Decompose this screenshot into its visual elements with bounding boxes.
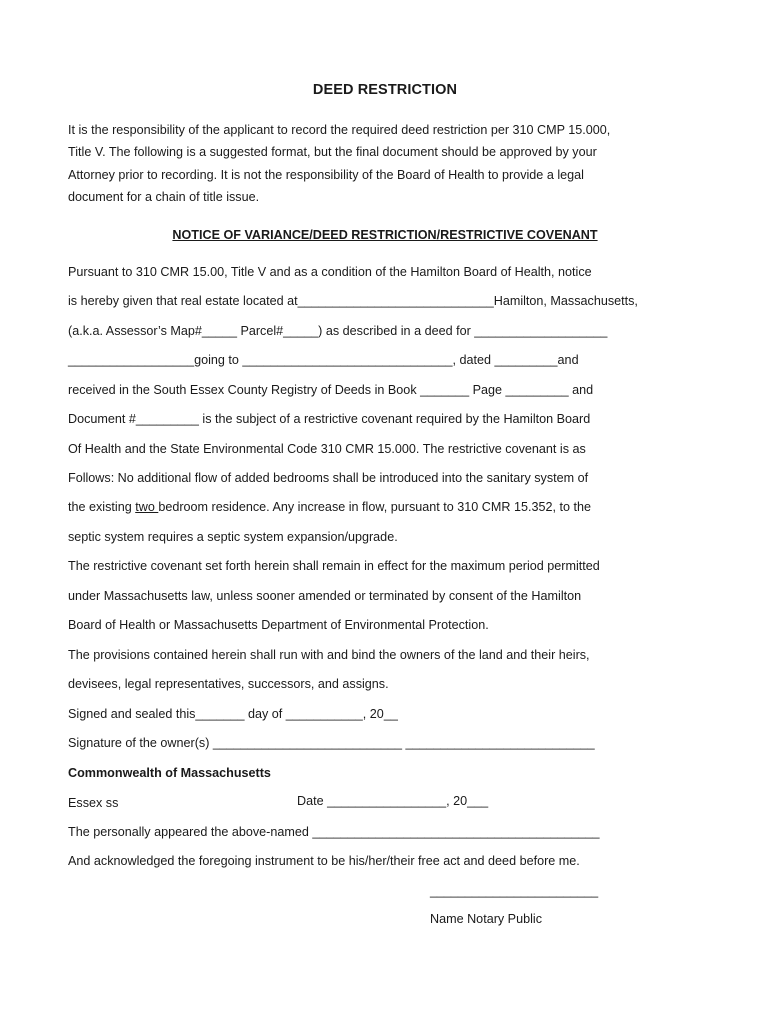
body-line: Follows: No additional flow of added bedrooms shall be introduced into the sanitary system of (68, 471, 589, 485)
body-line: is hereby given that real estate located at____________________________Hamilton, Massachusetts, (68, 294, 638, 308)
body-line: Of Health and the State Environmental Code 310 CMR 15.000. The restrictive covenant is as (68, 442, 586, 456)
intro-line: Title V. The following is a suggested format, but the final document should be approved by your (68, 145, 597, 160)
body-line (68, 498, 591, 516)
signed-sealed-line: Signed and sealed this_______ day of ___________, 20__ (68, 707, 398, 721)
body-text: bedroom residence. Any increase in flow, pursuant to 310 CMR 15.352, to the (158, 500, 591, 514)
body-line: Board of Health or Massachusetts Department of Environmental Protection. (68, 618, 489, 632)
personally-appeared-line: The personally appeared the above-named _________________________________________ (68, 825, 600, 839)
commonwealth-heading: Commonwealth of Massachusetts (68, 766, 271, 780)
body-line: The provisions contained herein shall run with and bind the owners of the land and their heirs, (68, 648, 590, 662)
intro-line: document for a chain of title issue. (68, 190, 260, 205)
body-line: septic system requires a septic system expansion/upgrade. (68, 530, 398, 544)
acknowledged-line: And acknowledged the foregoing instrument to be his/her/their free act and deed before me. (68, 854, 580, 868)
notary-name-label: Name Notary Public (430, 912, 542, 926)
body-text: the existing (68, 500, 136, 514)
body-line: received in the South Essex County Registry of Deeds in Book _______ Page _________ and (68, 383, 594, 397)
body-line: under Massachusetts law, unless sooner amended or terminated by consent of the Hamilton (68, 589, 582, 603)
essex-ss-label: Essex ss (68, 796, 119, 810)
body-line: (a.k.a. Assessor’s Map#_____ Parcel#_____) as described in a deed for ___________________ (68, 324, 608, 338)
body-line: Pursuant to 310 CMR 15.00, Title V and as a condition of the Hamilton Board of Health, notice (68, 265, 592, 279)
notice-title: NOTICE OF VARIANCE/DEED RESTRICTION/RESTRICTIVE COVENANT (172, 228, 598, 242)
intro-line: Attorney prior to recording. It is not the responsibility of the Board of Health to provide a legal (68, 167, 584, 182)
notary-signature-line: ________________________ (430, 884, 599, 898)
underlined-bedroom-count: two (135, 500, 159, 514)
body-line: __________________going to ______________________________, dated _________and (68, 353, 579, 367)
body-line: devisees, legal representatives, successors, and assigns. (68, 677, 389, 691)
body-line: Document #_________ is the subject of a restrictive covenant required by the Hamilton Board (68, 412, 591, 426)
intro-line: It is the responsibility of the applicant to record the required deed restriction per 310 CMP 15.000, (68, 123, 611, 137)
intro-paragraph (68, 119, 698, 209)
body-line: The restrictive covenant set forth herein shall remain in effect for the maximum period permitted (68, 559, 600, 573)
owner-signature-line: Signature of the owner(s) ___________________________ ___________________________ (68, 736, 595, 750)
notary-date-line: Date _________________, 20___ (297, 794, 489, 808)
document-title: DEED RESTRICTION (312, 82, 458, 98)
